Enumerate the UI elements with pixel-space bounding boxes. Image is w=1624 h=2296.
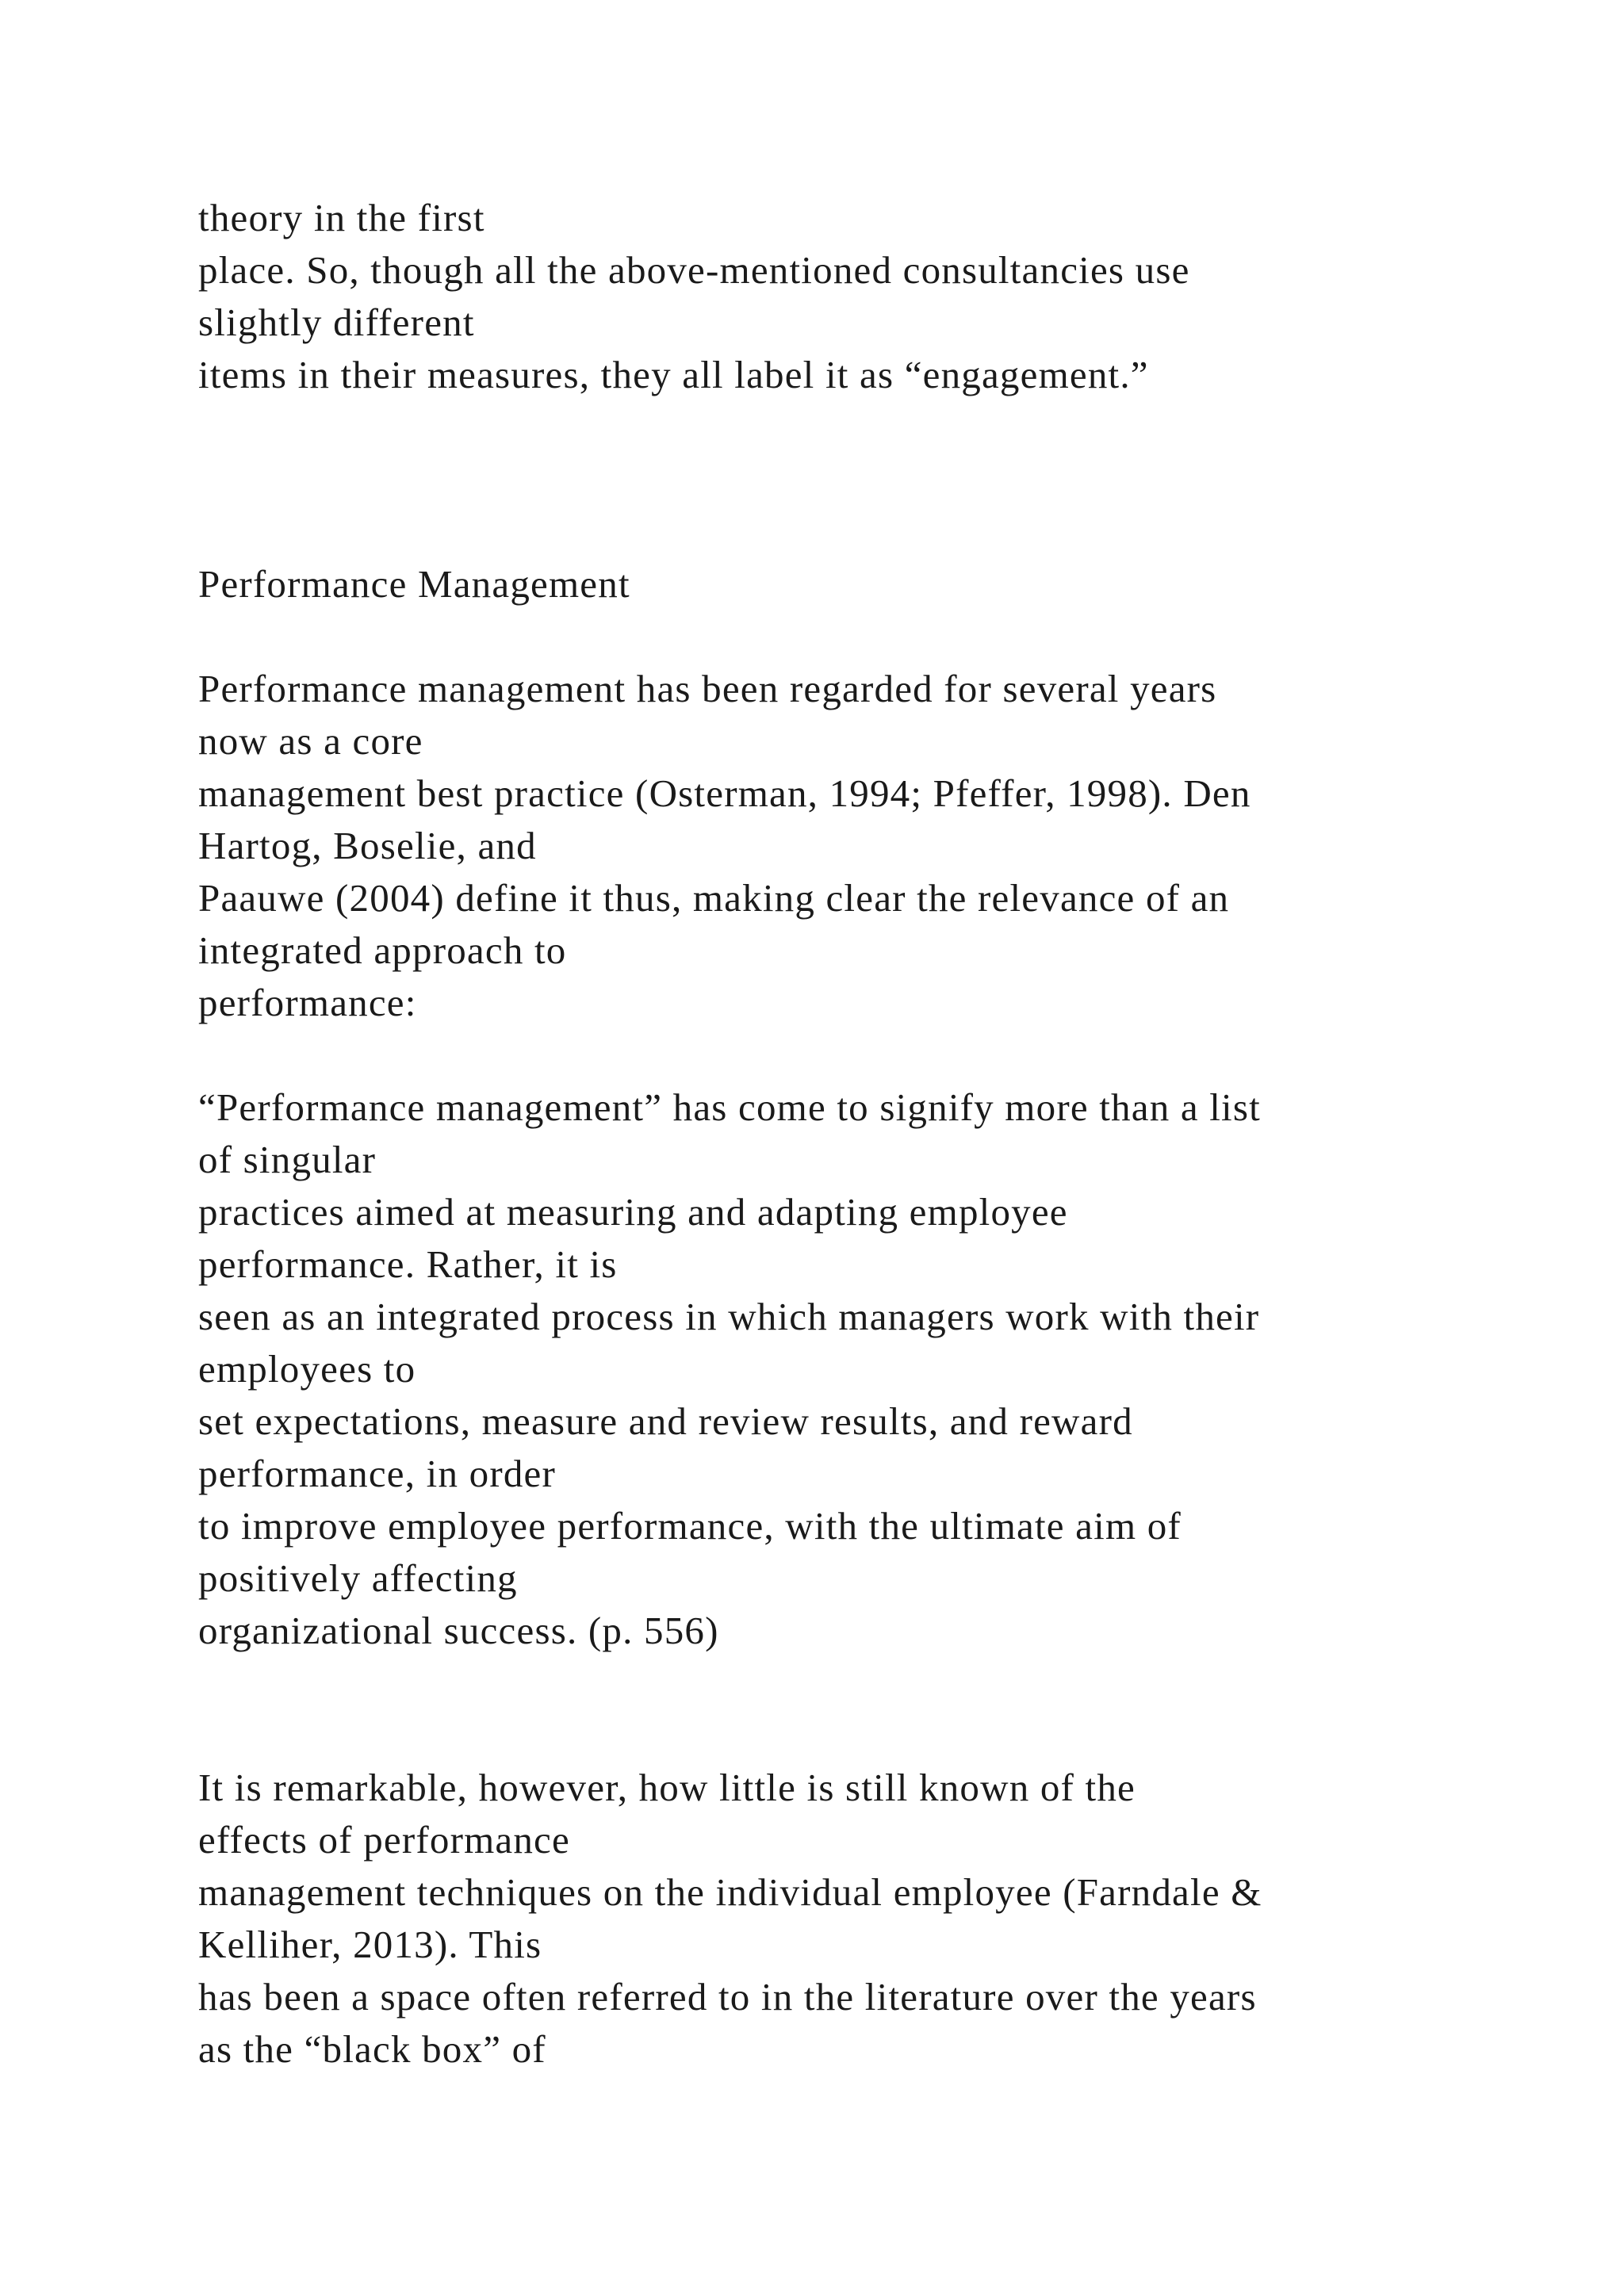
section-heading: Performance Management bbox=[198, 562, 630, 606]
text-line: now as a core bbox=[198, 719, 423, 763]
quote-line: performance. Rather, it is bbox=[198, 1242, 618, 1286]
blank-line bbox=[198, 453, 1483, 506]
quote-line: positively affecting bbox=[198, 1556, 518, 1600]
quote-line: practices aimed at measuring and adapting employee bbox=[198, 1190, 1068, 1234]
quote-line: organizational success. (p. 556) bbox=[198, 1609, 719, 1652]
text-line: theory in the first bbox=[198, 196, 485, 239]
text-line: integrated approach to bbox=[198, 928, 567, 972]
text-line: It is remarkable, however, how little is still known of the bbox=[198, 1766, 1136, 1809]
blank-line bbox=[198, 506, 1483, 558]
text-line: management best practice (Osterman, 1994; Pfeffer, 1998). Den bbox=[198, 771, 1251, 815]
text-line: place. So, though all the above-mentioned consultancies use bbox=[198, 248, 1190, 292]
text-line: management techniques on the individual employee (Farndale & bbox=[198, 1870, 1262, 1914]
blank-line bbox=[198, 1709, 1483, 1762]
blank-line bbox=[198, 1657, 1483, 1709]
blank-line bbox=[198, 610, 1483, 663]
text-line: Kelliher, 2013). This bbox=[198, 1923, 542, 1966]
quote-line: performance, in order bbox=[198, 1452, 557, 1495]
text-line: effects of performance bbox=[198, 1818, 570, 1862]
text-line: Hartog, Boselie, and bbox=[198, 824, 537, 867]
quote-line: employees to bbox=[198, 1347, 416, 1391]
quote-line: of singular bbox=[198, 1138, 377, 1181]
blank-line bbox=[198, 1029, 1483, 1081]
body-text bbox=[198, 192, 1483, 2076]
text-line: performance: bbox=[198, 981, 417, 1024]
text-line: Paauwe (2004) define it thus, making clear the relevance of an bbox=[198, 876, 1230, 920]
text-line: slightly different bbox=[198, 300, 475, 344]
quote-line: seen as an integrated process in which managers work with their bbox=[198, 1295, 1260, 1338]
text-line: Performance management has been regarded for several years bbox=[198, 667, 1217, 710]
text-line: items in their measures, they all label it as “engagement.” bbox=[198, 353, 1149, 396]
quote-line: to improve employee performance, with the ultimate aim of bbox=[198, 1504, 1182, 1548]
quote-line: set expectations, measure and review results, and reward bbox=[198, 1399, 1133, 1443]
text-line: as the “black box” of bbox=[198, 2027, 546, 2071]
quote-line: “Performance management” has come to signify more than a list bbox=[198, 1085, 1261, 1129]
blank-line bbox=[198, 401, 1483, 453]
text-line: has been a space often referred to in the literature over the years bbox=[198, 1975, 1257, 2019]
